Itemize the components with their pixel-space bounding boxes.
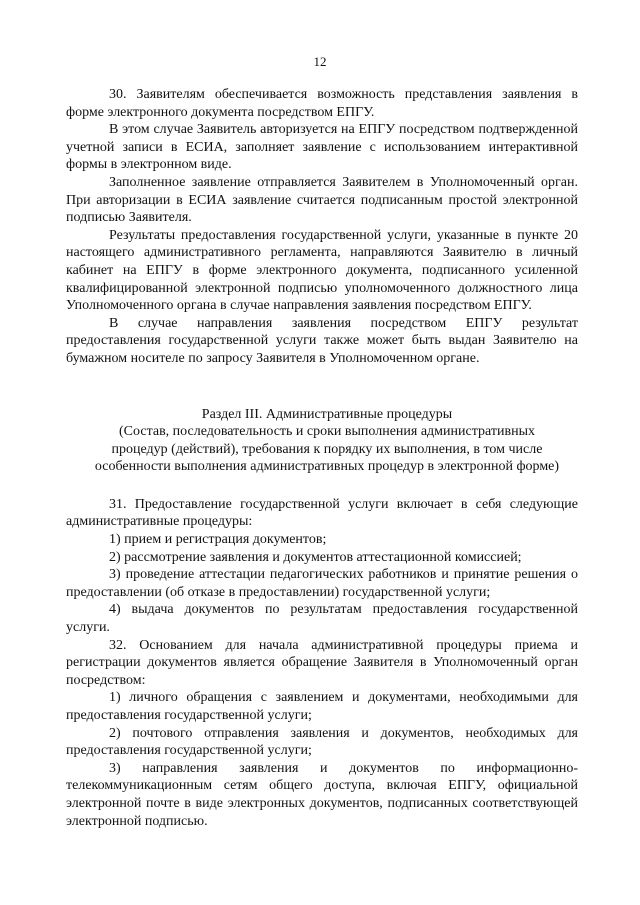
- paragraph: В случае направления заявления посредством ЕПГУ результат предоставления государственной услуги также может быть выдан Заявителю на бумажном носителе по запросу Заявителя в Уполномоченном органе.: [66, 315, 578, 366]
- paragraph: 32. Основанием для начала административной процедуры приема и регистрации документов является обращение Заявителя в Уполномоченный орган посредством:: [66, 637, 578, 688]
- section-subheading-line: особенности выполнения административных процедур в электронной форме): [94, 459, 560, 475]
- paragraph: В этом случае Заявитель авторизуется на ЕПГУ посредством подтвержденной учетной записи в ЕСИА, заполняет заявление с использованием интерактивной формы в электронном виде.: [66, 122, 578, 173]
- paragraph: Заполненное заявление отправляется Заявителем в Уполномоченный орган. При авторизации в ЕСИА заявление считается подписанным простой электронной подписью Заявителя.: [66, 174, 578, 226]
- list-item: 2) рассмотрение заявления и документов аттестационной комиссией;: [109, 549, 522, 565]
- list-item: 2) почтового отправления заявления и документов, необходимых для предоставления государственной услуги;: [66, 725, 578, 759]
- document-body: [66, 86, 578, 830]
- spacer: [66, 476, 578, 496]
- list-item: 1) личного обращения с заявлением и документами, необходимыми для предоставления государственной услуги;: [66, 690, 578, 723]
- list-item: 3) направления заявления и документов по информационно-телекоммуникационным сетям общего доступа, включая ЕПГУ, официальной электронной почте в виде электронных документов, подписанных соответствующей электронной подписью.: [66, 760, 578, 829]
- list-item: 1) прием и регистрация документов;: [109, 532, 327, 548]
- section-subheading-line: процедур (действий), требования к порядку их выполнения, в том числе: [111, 441, 543, 457]
- section-subheading-line: (Состав, последовательность и сроки выполнения административных: [119, 424, 535, 440]
- list-item: 4) выдача документов по результатам предоставления государственной услуги.: [66, 602, 578, 636]
- paragraph: 30. Заявителям обеспечивается возможность представления заявления в форме электронного документа посредством ЕПГУ.: [66, 87, 578, 120]
- paragraph: Результаты предоставления государственной услуги, указанные в пункте 20 настоящего административного регламента, направляются Заявителю в личный кабинет на ЕПГУ в форме электронного документа, подписанного усиленной квалифицированной электронной подписью уполномоченного должностного лица Уполномоченного органа в случае направления заявления посредством ЕПГУ.: [66, 227, 578, 314]
- paragraph: 31. Предоставление государственной услуги включает в себя следующие административные процедуры:: [66, 496, 578, 530]
- section-heading: Раздел III. Административные процедуры: [201, 406, 453, 422]
- spacer: [66, 368, 578, 406]
- section-heading-block: [76, 406, 578, 476]
- list-item: 3) проведение аттестации педагогических работников и принятие решения о предоставлении (об отказе в предоставлении) государственной услуги;: [66, 567, 578, 600]
- page-number: 12: [313, 54, 327, 69]
